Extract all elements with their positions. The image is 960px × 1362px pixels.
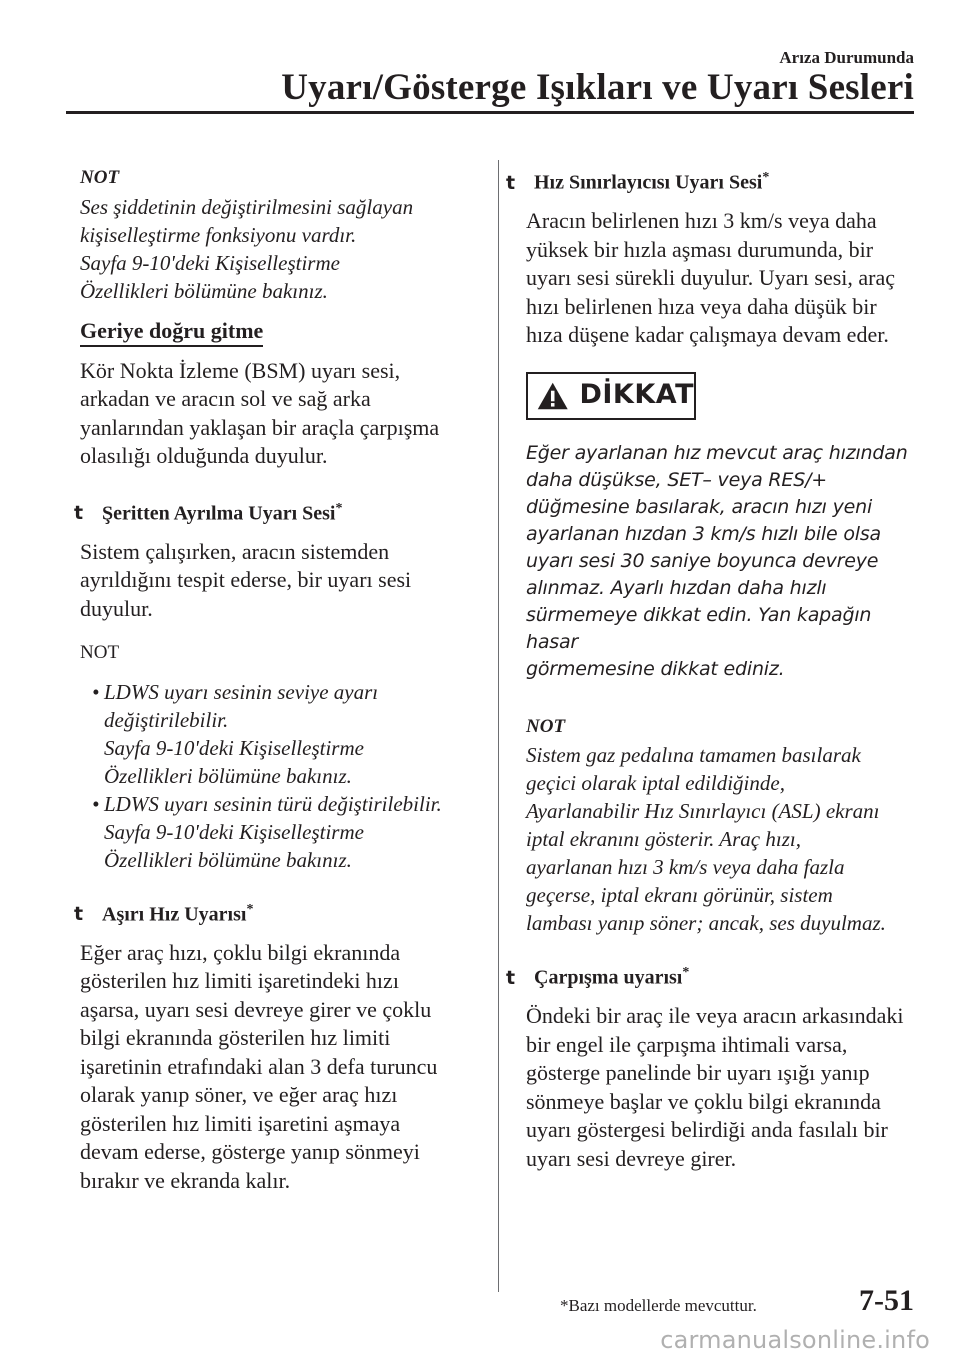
section-heading-text: Aşırı Hız Uyarısı xyxy=(102,903,247,926)
note-line: ayarlanan hızı 3 km/s veya daha fazla xyxy=(526,855,845,880)
bullet-line: LDWS uyarı sesinin türü değiştirilebilir. xyxy=(104,791,442,816)
section-label: Arıza Durumunda xyxy=(779,48,914,67)
bullet-line: Özellikleri bölümüne bakınız. xyxy=(104,847,352,872)
note-block xyxy=(526,713,922,938)
note-block xyxy=(80,164,482,305)
bullet-line: LDWS uyarı sesinin seviye ayarı xyxy=(104,679,379,704)
section-heading xyxy=(506,164,922,197)
optional-star: * xyxy=(246,901,254,917)
note-line: Sayfa 9-10'deki Kişiselleştirme xyxy=(80,250,340,275)
page-number: 7-51 xyxy=(859,1284,914,1317)
note-line: Ses şiddetinin değiştirilmesini sağlayan xyxy=(80,194,414,219)
optional-star: * xyxy=(335,500,343,516)
paragraph-line: uyarı sesi devreye girer. xyxy=(526,1145,737,1171)
bullet-line: değiştirilebilir. xyxy=(104,707,229,732)
paragraph-line: Aracın belirlenen hızı 3 km/s veya daha xyxy=(526,208,877,234)
paragraph-line: gösterge panelinde bir uyarı ışığı yanıp xyxy=(526,1060,870,1086)
bullet-line: Sayfa 9-10'deki Kişiselleştirme xyxy=(104,819,364,844)
section-heading xyxy=(74,495,482,528)
section-marker-icon: t xyxy=(506,171,516,194)
caution-line: Eğer ayarlanan hız mevcut araç hızından xyxy=(526,441,908,464)
caution-label-box xyxy=(526,372,696,420)
paragraph xyxy=(80,357,482,471)
subsection-title: Geriye doğru gitme xyxy=(80,319,263,347)
optional-star: * xyxy=(682,965,690,981)
section-heading xyxy=(74,896,482,929)
paragraph xyxy=(526,207,922,350)
note-label: NOT xyxy=(80,642,120,664)
bullet-line: Özellikleri bölümüne bakınız. xyxy=(104,763,352,788)
bullet-icon: • xyxy=(92,679,100,704)
caution-line: alınmaz. Ayarlı hızdan daha hızlı xyxy=(526,576,827,599)
caution-label: DİKKAT xyxy=(579,379,694,411)
section-heading-text: Çarpışma uyarısı xyxy=(534,966,683,989)
paragraph-line: duyulur. xyxy=(80,595,153,621)
paragraph-line: sönmeye başlar ve çoklu bilgi ekranında xyxy=(526,1088,881,1114)
warning-triangle-icon xyxy=(536,379,569,413)
paragraph-line: bilgi ekranında gösterilen hız limiti xyxy=(80,1025,391,1051)
left-column xyxy=(74,164,482,1195)
paragraph-line: işaretinin etrafındaki alan 3 defa turuncu xyxy=(80,1053,438,1079)
paragraph-line: Sistem çalışırken, aracın sistemden xyxy=(80,538,390,564)
section-heading xyxy=(506,959,922,992)
note-label: NOT xyxy=(80,167,120,188)
section-marker-icon: t xyxy=(74,903,84,926)
paragraph-line: yanlarından yaklaşan bir araçla çarpışma xyxy=(80,414,440,440)
section-heading-text: Şeritten Ayrılma Uyarı Sesi xyxy=(102,502,336,525)
paragraph-line: aşarsa, uyarı sesi devreye girer ve çoklu xyxy=(80,996,432,1022)
note-block xyxy=(80,639,482,874)
paragraph-line: ayrıldığını tespit ederse, bir uyarı sesi xyxy=(80,567,412,593)
caution-text xyxy=(526,440,922,683)
paragraph-line: bırakır ve ekranda kalır. xyxy=(80,1167,291,1193)
page-title: Uyarı/Gösterge Işıkları ve Uyarı Sesleri xyxy=(281,67,914,108)
watermark: carmanualsonline.info xyxy=(660,1326,930,1354)
note-line: iptal ekranını gösterir. Araç hızı, xyxy=(526,827,801,852)
note-label: NOT xyxy=(526,715,566,737)
paragraph-line: olarak yanıp söner, ve eğer araç hızı xyxy=(80,1082,398,1108)
paragraph-line: Eğer araç hızı, çoklu bilgi ekranında xyxy=(80,939,401,965)
paragraph-line: gösterilen hız limiti işaretindeki hızı xyxy=(80,968,399,994)
paragraph xyxy=(80,538,482,624)
bullet-icon: • xyxy=(92,791,100,816)
paragraph-line: Kör Nokta İzleme (BSM) uyarı sesi, xyxy=(80,357,401,383)
caution-line: düğmesine basılarak, aracın hızı yeni xyxy=(526,495,873,518)
section-heading-text: Hız Sınırlayıcısı Uyarı Sesi xyxy=(534,171,763,194)
note-line: Ayarlanabilir Hız Sınırlayıcı (ASL) ekranı xyxy=(526,799,880,824)
paragraph-line: devam ederse, gösterge yanıp sönmeyi xyxy=(80,1139,420,1165)
section-marker-icon: t xyxy=(506,966,516,989)
footnote: *Bazı modellerde mevcuttur. xyxy=(560,1296,757,1315)
paragraph-line: uyarı göstergesi belirdiği anda fasılalı bir xyxy=(526,1117,888,1143)
paragraph-line: hızı belirlenen hıza veya daha düşük bir xyxy=(526,293,877,319)
paragraph-line: Öndeki bir araç ile veya aracın arkasındaki xyxy=(526,1003,904,1029)
note-line: lambası yanıp söner; ancak, ses duyulmaz. xyxy=(526,911,886,936)
note-line: Sistem gaz pedalına tamamen basılarak xyxy=(526,743,861,768)
caution-line: daha düşükse, SET– veya RES/+ xyxy=(526,468,828,491)
note-line: geçerse, iptal ekranı görünür, sistem xyxy=(526,883,833,908)
paragraph xyxy=(80,939,482,1196)
paragraph-line: hıza düşene kadar çalışmaya devam eder. xyxy=(526,322,889,348)
right-column xyxy=(506,164,922,1173)
optional-star: * xyxy=(762,170,770,185)
note-line: Özellikleri bölümüne bakınız. xyxy=(80,278,328,303)
caution-line: görmemesine dikkat ediniz. xyxy=(526,657,785,680)
paragraph xyxy=(526,1002,922,1173)
paragraph-line: yüksek bir hızla aşması durumunda, bir xyxy=(526,236,874,262)
column-divider xyxy=(498,160,499,1292)
paragraph-line: gösterilen hız limiti işaretini aşmaya xyxy=(80,1110,401,1136)
title-rule xyxy=(66,111,914,114)
bullet-item xyxy=(80,678,482,790)
bullet-line: Sayfa 9-10'deki Kişiselleştirme xyxy=(104,735,364,760)
note-line: kişiselleştirme fonksiyonu vardır. xyxy=(80,222,357,247)
caution-line: ayarlanan hızdan 3 km/s hızlı bile olsa xyxy=(526,522,881,545)
caution-line: sürmemeye dikkat edin. Yan kapağın hasar xyxy=(526,603,872,653)
note-line: geçici olarak iptal edildiğinde, xyxy=(526,771,785,796)
paragraph-line: olasılığı olduğunda duyulur. xyxy=(80,443,328,468)
bullet-item xyxy=(80,790,482,874)
paragraph-line: uyarı sesi sürekli duyulur. Uyarı sesi, araç xyxy=(526,265,896,291)
paragraph-line: arkadan ve aracın sol ve sağ arka xyxy=(80,386,371,411)
caution-line: uyarı sesi 30 saniye boyunca devreye xyxy=(526,549,879,572)
paragraph-line: bir engel ile çarpışma ihtimali varsa, xyxy=(526,1031,848,1057)
section-marker-icon: t xyxy=(74,502,84,525)
